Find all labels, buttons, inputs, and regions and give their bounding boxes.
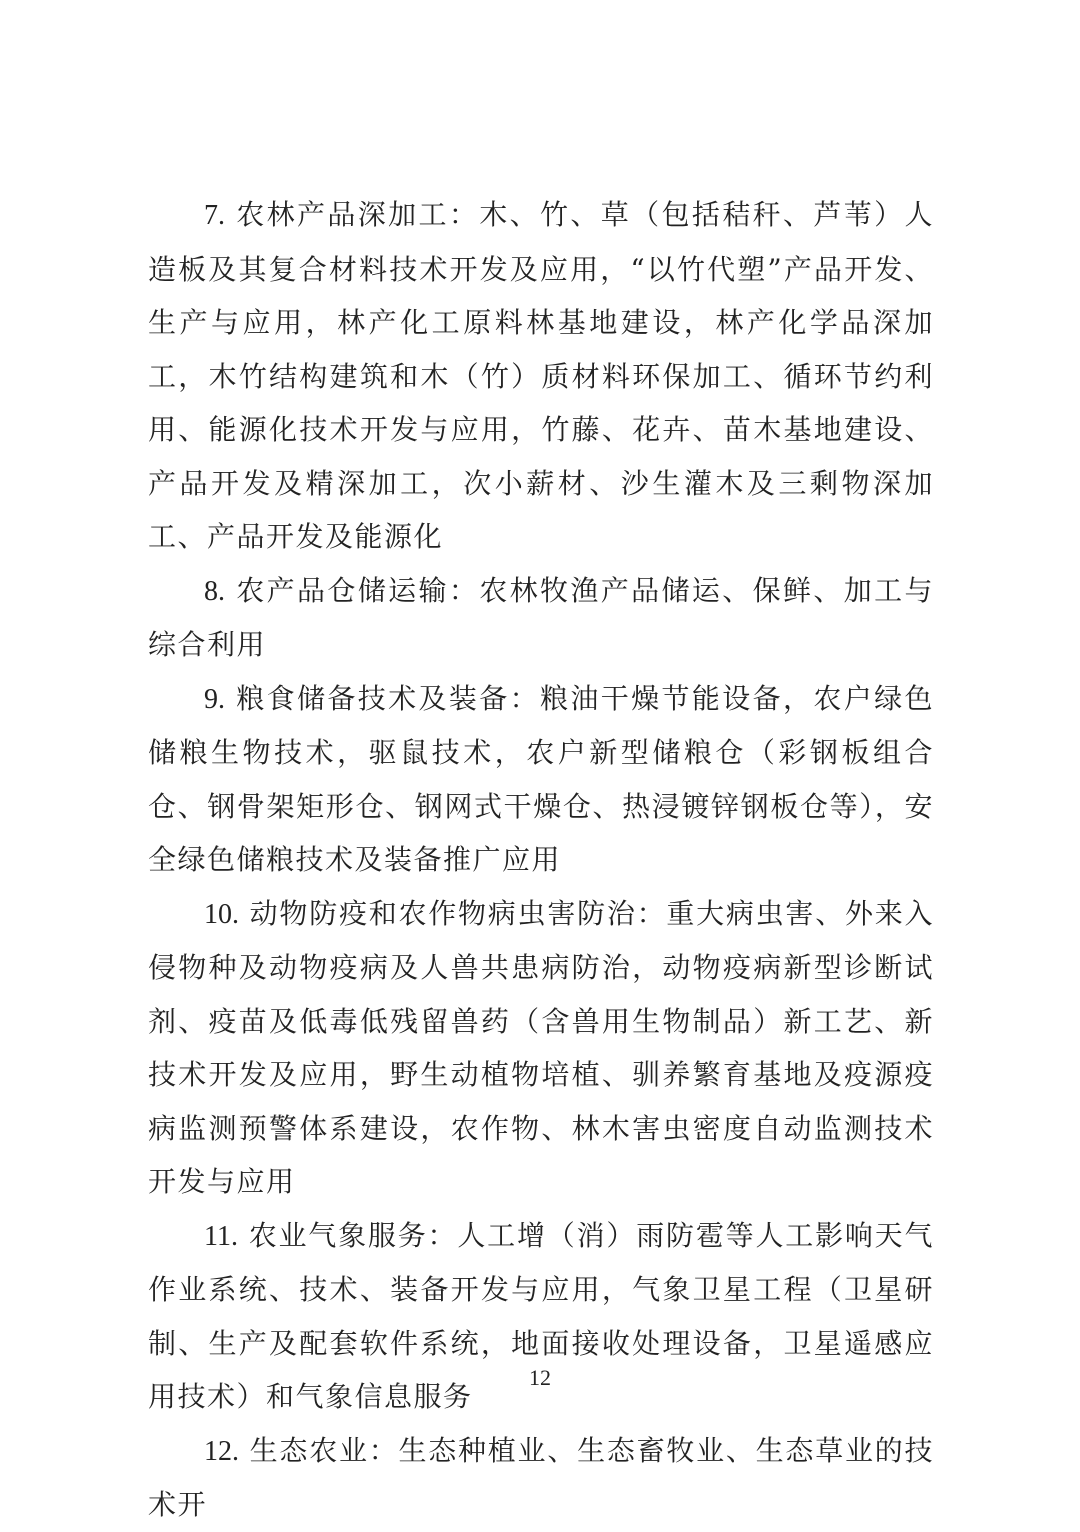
paragraph-number: 9.: [204, 683, 225, 715]
paragraph-item-9: [148, 672, 934, 887]
paragraph-item-10: [148, 887, 934, 1209]
paragraph-number: 7.: [204, 200, 225, 231]
paragraph-text: 生态农业：生态种植业、生态畜牧业、生态草业的技术开: [148, 1433, 934, 1521]
paragraph-text: 农业气象服务：人工增（消）雨防雹等人工影响天气作业系统、技术、装备开发与应用，气象卫星工程（卫星研制、生产及配套软件系统，地面接收处理设备，卫星遥感应用技术）和气象信息服务: [148, 1218, 934, 1413]
paragraph-number: 10.: [204, 898, 239, 930]
paragraph-number: 8.: [204, 575, 225, 607]
paragraph-item-7: [148, 188, 934, 564]
paragraph-number: 11.: [204, 1220, 238, 1252]
paragraph-text: 农林产品深加工：木、竹、草（包括秸秆、芦苇）人造板及其复合材料技术开发及应用，“以竹代塑”产品开发、生产与应用，林产化工原料林基地建设，林产化学品深加工，木竹结构建筑和木（竹）质材料环保加工、循环节约利用、能源化技术开发与应用，竹藤、花卉、苗木基地建设、产品开发及精深加工，次小薪材、沙生灌木及三剩物深加工、产品开发及能源化: [148, 198, 934, 553]
document-body: [148, 188, 934, 1532]
paragraph-text: 粮食储备技术及装备：粮油干燥节能设备，农户绿色储粮生物技术，驱鼠技术，农户新型储粮仓（彩钢板组合仓、钢骨架矩形仓、钢网式干燥仓、热浸镀锌钢板仓等），安全绿色储粮技术及装备推广应用: [148, 681, 934, 876]
paragraph-text: 农产品仓储运输：农林牧渔产品储运、保鲜、加工与综合利用: [148, 573, 934, 661]
paragraph-number: 12.: [204, 1435, 239, 1467]
paragraph-item-11: [148, 1209, 934, 1424]
paragraph-text: 动物防疫和农作物病虫害防治：重大病虫害、外来入侵物种及动物疫病及人兽共患病防治，动物疫病新型诊断试剂、疫苗及低毒低残留兽药（含兽用生物制品）新工艺、新技术开发及应用，野生动植物培植、驯养繁育基地及疫源疫病监测预警体系建设，农作物、林木害虫密度自动监测技术开发与应用: [148, 896, 934, 1198]
page-number: 12: [529, 1365, 551, 1390]
paragraph-item-12: [148, 1424, 934, 1532]
paragraph-item-8: [148, 564, 934, 672]
